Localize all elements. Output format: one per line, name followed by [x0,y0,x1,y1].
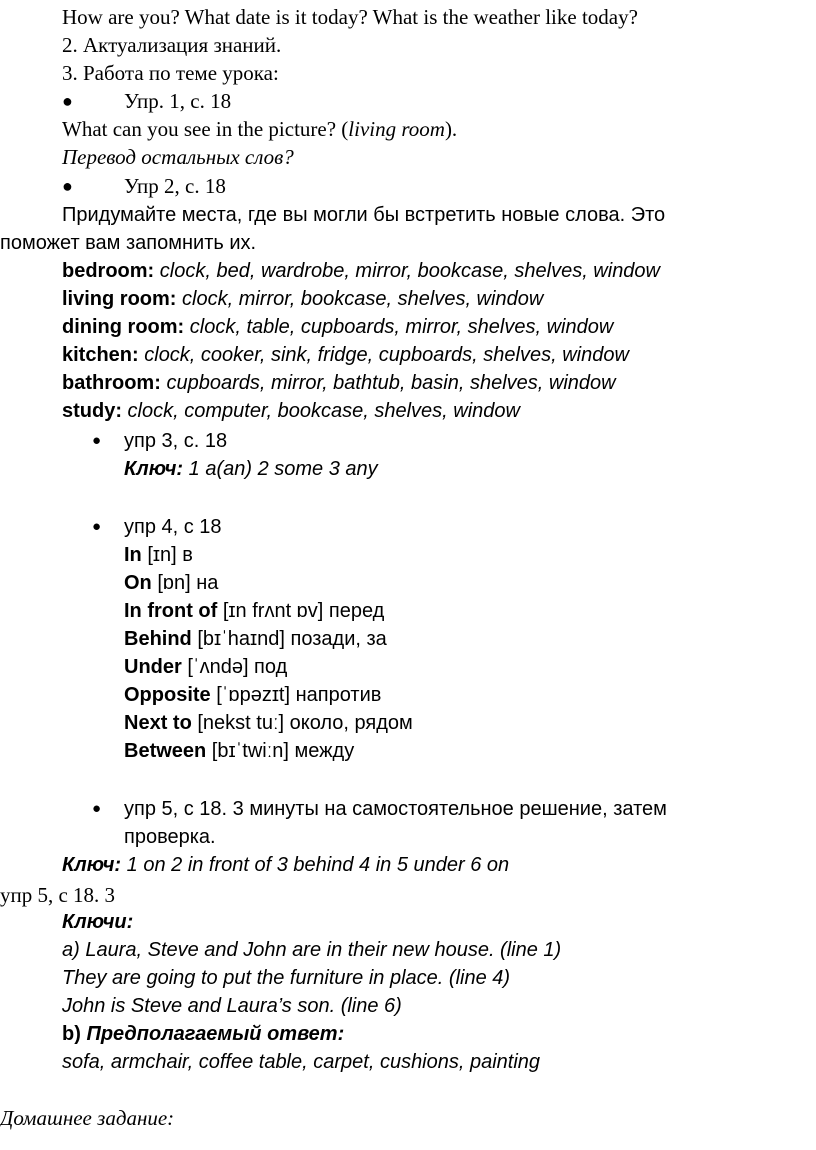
bullet-icon: ● [62,91,73,111]
step-2-heading: 2. Актуализация знаний. [62,33,282,57]
greeting-line: How are you? What date is it today? What is the weather like today? [62,5,638,29]
ex5b-title: упр 5, с 18. 3 [0,883,116,907]
ex5-key [62,852,509,878]
vocab-transcription: [ˈʌndə] под [181,656,288,678]
vocab-line [124,626,387,652]
ex3-title: упр 3, с. 18 [124,430,228,452]
vocab-word: Between [124,740,207,762]
room-items: clock, computer, bookcase, shelves, window [122,400,520,422]
room-line [62,342,629,368]
room-name: kitchen: [62,344,139,366]
vocab-line [124,738,354,764]
room-line [62,258,660,284]
vocab-transcription: [ɒn] на [151,572,219,594]
vocab-line [124,654,287,680]
vocab-transcription: [ɪn] в [141,544,193,566]
room-name: study: [62,400,122,422]
ex5b-answer-a-3: John is Steve and Laura’s son. (line 6) [62,995,402,1017]
ex2-instruction-line-2: поможет вам запомнить их. [0,232,257,254]
room-name: bedroom: [62,260,155,282]
ex5b-answer-a-2: They are going to put the furniture in place. (line 4) [62,967,511,989]
vocab-transcription: [bɪˈhaɪnd] позади, за [191,628,387,650]
ex2-title: Упр 2, с. 18 [124,174,226,198]
ex5-title-line-1: упр 5, с 18. 3 минуты на самостоятельное решение, затем [124,798,667,820]
ex5-key-text: 1 on 2 in front of 3 behind 4 in 5 under 6 on [121,854,510,876]
ex2-instruction-line-1: Придумайте места, где вы могли бы встретить новые слова. Это [62,204,666,226]
ex4-title: упр 4, с 18 [124,516,222,538]
bullet-icon: ● [92,432,102,449]
room-items: cupboards, mirror, bathtub, basin, shelves, window [160,372,616,394]
room-line [62,286,543,312]
vocab-word: Opposite [124,684,211,706]
ex5-title-line-2: проверка. [124,826,216,848]
room-name: bathroom: [62,372,161,394]
ex5b-b-answer: sofa, armchair, coffee table, carpet, cushions, painting [62,1051,541,1073]
vocab-word: Behind [124,628,192,650]
vocab-transcription: [bɪˈtwiːn] между [206,740,355,762]
room-items: clock, bed, wardrobe, mirror, bookcase, shelves, window [154,260,660,282]
room-line [62,398,520,424]
room-line [62,370,616,396]
room-name: dining room: [62,316,185,338]
room-items: clock, mirror, bookcase, shelves, window [176,288,544,310]
room-items: clock, cooker, sink, fridge, cupboards, shelves, window [138,344,629,366]
ex1-translate: Перевод остальных слов? [62,145,294,169]
ex1-close: ). [444,117,458,141]
ex1-title: Упр. 1, с. 18 [124,89,232,113]
ex5b-answer-a-1: a) Laura, Steve and John are in their new house. (line 1) [62,939,562,961]
bullet-icon: ● [92,518,102,535]
room-name: living room: [62,288,177,310]
vocab-transcription: [ˈɒpəzɪt] напротив [210,684,382,706]
ex5b-b-answer-label: Предполагаемый ответ: [80,1023,345,1045]
vocab-word: In front of [124,600,218,622]
ex5b-keys-label: Ключи: [62,911,134,933]
vocab-line [124,710,413,736]
ex1-question [62,116,457,142]
ex5b-b-label: b) [62,1023,81,1045]
vocab-word: On [124,572,152,594]
vocab-transcription: [nekst tuː] около, рядом [191,712,413,734]
bullet-icon: ● [92,800,102,817]
room-line [62,314,613,340]
vocab-line [124,682,381,708]
ex1-question-text: What can you see in the picture? ( [62,117,349,141]
ex3-key-label: Ключ: [124,458,184,480]
vocab-word: Next to [124,712,192,734]
bullet-icon: ● [62,176,73,196]
ex5b-part-b [62,1021,344,1047]
vocab-word: In [124,544,142,566]
vocab-line [124,598,384,624]
ex5-key-label: Ключ: [62,854,122,876]
vocab-line [124,570,218,596]
vocab-transcription: [ɪn frʌnt ɒv] перед [217,600,385,622]
room-items: clock, table, cupboards, mirror, shelves, window [184,316,614,338]
vocab-line [124,542,193,568]
step-3-heading: 3. Работа по теме урока: [62,61,279,85]
vocab-word: Under [124,656,182,678]
homework-heading: Домашнее задание: [0,1106,175,1130]
ex3-key [124,456,378,482]
ex1-answer: living room [348,117,445,141]
ex3-key-text: 1 a(an) 2 some 3 any [183,458,378,480]
